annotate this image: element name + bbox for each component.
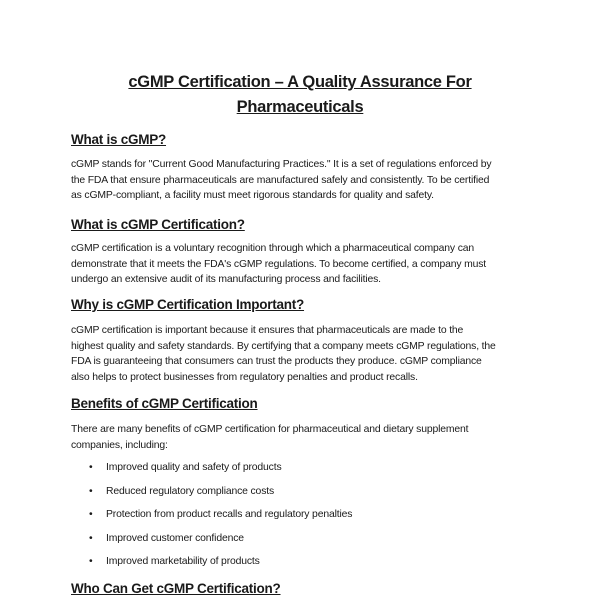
paragraph-benefits: There are many benefits of cGMP certification for pharmaceutical and dietary supplement companies, including: bbox=[71, 424, 469, 451]
heading-what-is-certification: What is cGMP Certification? bbox=[71, 217, 245, 232]
list-item: • Improved customer confidence bbox=[71, 531, 352, 555]
paragraph-what-is-cgmp: cGMP stands for "Current Good Manufacturing Practices." It is a set of regulations enforced by the FDA that ensure pharmaceuticals are manufactured safely and consistently. To be certified as cGMP-compliant, a facility must meet rigorous standards for quality and safety. bbox=[71, 159, 492, 201]
heading-what-is-cgmp: What is cGMP? bbox=[71, 132, 167, 147]
benefits-list bbox=[71, 460, 352, 578]
list-item: • Improved quality and safety of products bbox=[71, 460, 352, 484]
paragraph-why-important: cGMP certification is important because it ensures that pharmaceuticals are made to the highest quality and safety standards. By certifying that a company meets cGMP regulations, the FDA is guaranteeing that consumers can trust the products they produce. cGMP compliance also helps to protect businesses from regulatory penalties and product recalls. bbox=[71, 325, 496, 383]
list-item: • Protection from product recalls and regulatory penalties bbox=[71, 507, 352, 531]
heading-why-important: Why is cGMP Certification Important? bbox=[71, 297, 305, 312]
document-title: cGMP Certification – A Quality Assurance For Pharmaceuticals bbox=[128, 73, 472, 116]
list-item: • Improved marketability of products bbox=[71, 554, 352, 578]
paragraph-what-is-certification: cGMP certification is a voluntary recognition through which a pharmaceutical company can demonstrate that it meets the FDA's cGMP regulations. To become certified, a company must undergo an extensive audit of its manufacturing process and facilities. bbox=[71, 243, 487, 285]
heading-benefits: Benefits of cGMP Certification bbox=[71, 396, 258, 411]
list-item: • Reduced regulatory compliance costs bbox=[71, 484, 352, 508]
heading-who-can-get: Who Can Get cGMP Certification? bbox=[71, 581, 281, 596]
